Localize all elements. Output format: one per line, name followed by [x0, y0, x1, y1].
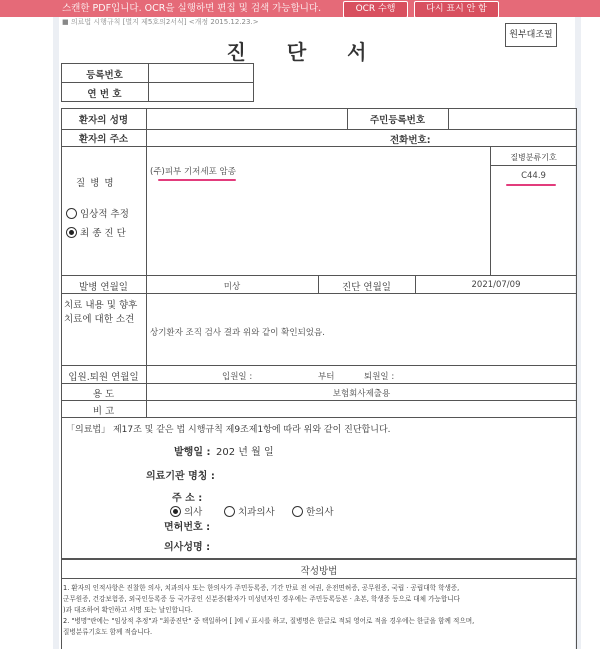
- doctor-type-label: 한의사: [306, 507, 334, 518]
- purpose-label: 용 도: [92, 389, 115, 400]
- patient-name-label: 환자의 성명: [78, 115, 129, 126]
- run-ocr-button[interactable]: OCR 수행: [343, 1, 408, 18]
- disease-code-label: 질병분류기호: [510, 153, 557, 162]
- ocr-message: 스캔한 PDF입니다. OCR을 실행하면 편집 및 검색 가능합니다.: [62, 3, 322, 14]
- issue-date-value: 202 년 월 일: [216, 447, 274, 458]
- clinical-estimate-label: 임상적 추정: [80, 209, 129, 220]
- disease-value: (주)피부 기저세포 암종: [150, 167, 236, 177]
- disease-name-label: 질 병 명: [76, 178, 115, 189]
- radio-unselected-icon: [66, 208, 77, 219]
- divider: [490, 165, 577, 166]
- doctor-name-label: 의사성명 :: [164, 542, 211, 553]
- instruction-line: 군무원증, 건강보험증, 외국인등록증 등 국가공인 신분증(환자가 미성년자인 경우에는 주민등록등본 · 초본, 학생증 등으로 대체 가능합니다: [63, 595, 460, 603]
- divider: [61, 146, 577, 147]
- divider: [148, 63, 149, 102]
- address-label: 주 소 :: [172, 493, 203, 504]
- divider: [61, 578, 577, 579]
- admission-label: 입원.퇴원 연월일: [68, 372, 139, 383]
- highlight-mark: [506, 184, 556, 186]
- divider: [490, 146, 491, 275]
- onset-date-value: 미상: [223, 282, 241, 292]
- treatment-label-line1: 치료 내용 및 향후: [64, 300, 138, 311]
- divider: [61, 129, 577, 130]
- instructions-title: 작성방법: [300, 566, 338, 577]
- divider: [146, 108, 147, 418]
- form-header: ■ 의료법 시행규칙 [별지 제5호의2서식] <개정 2015.12.23.>: [62, 18, 259, 26]
- final-diagnosis-option[interactable]: [66, 225, 126, 239]
- dont-show-again-button[interactable]: 다시 표시 안 함: [414, 1, 499, 18]
- admission-date-label: 입원일 :: [222, 372, 253, 382]
- resident-no-label: 주민등록번호: [369, 115, 426, 126]
- doctor-type-option-2[interactable]: [292, 504, 334, 518]
- legal-statement: 「의료법」 제17조 및 같은 법 시행규칙 제9조제1항에 따라 위와 같이 진단합니다.: [66, 425, 391, 435]
- treatment-label-line2: 치료에 대한 소견: [64, 314, 135, 325]
- divider: [61, 275, 577, 276]
- patient-address-label: 환자의 주소: [78, 134, 129, 145]
- radio-unselected-icon: [224, 506, 235, 517]
- doctor-type-option-1[interactable]: [224, 504, 275, 518]
- diagnosis-date-label: 진단 연월일: [342, 282, 391, 293]
- treatment-opinion-value: 상기환자 조직 검사 결과 위와 같이 확인되었음.: [150, 328, 325, 338]
- divider: [61, 365, 577, 366]
- onset-date-label: 발병 연월일: [79, 282, 128, 293]
- license-no-label: 면허번호 :: [164, 522, 211, 533]
- admission-until-label: 부터: [318, 372, 335, 382]
- radio-selected-icon: [66, 227, 77, 238]
- doctor-type-label: 의사: [184, 507, 203, 518]
- disease-code-value: C44.9: [521, 171, 546, 181]
- doctor-type-option-0[interactable]: [170, 504, 202, 518]
- discharge-date-label: 퇴원일 :: [364, 372, 395, 382]
- remarks-label: 비 고: [92, 406, 115, 417]
- phone-label: 전화번호:: [390, 135, 431, 146]
- scan-shadow-left: [53, 8, 59, 649]
- highlight-mark: [158, 179, 236, 181]
- final-diagnosis-label: 최 종 진 단: [80, 228, 126, 239]
- certification-box: [61, 418, 577, 559]
- document-title: 진 단 서: [226, 40, 384, 64]
- purpose-value: 보험회사제출용: [332, 389, 391, 399]
- instruction-line: )과 대조하여 확인하고 서명 또는 날인합니다.: [63, 606, 193, 614]
- ocr-notification-bar: [0, 0, 600, 17]
- issue-date-label: 발행일 :: [174, 447, 211, 458]
- diagnosis-date-value: 2021/07/09: [471, 280, 521, 290]
- stamp-box: 원부대조필: [505, 23, 557, 47]
- divider: [61, 400, 577, 401]
- instruction-line: 질병분류기호도 함께 적습니다.: [63, 628, 153, 636]
- divider: [61, 293, 577, 294]
- divider: [61, 82, 254, 83]
- clinical-estimate-option[interactable]: [66, 206, 129, 220]
- serial-no-label: 연 번 호: [87, 89, 122, 100]
- radio-selected-icon: [170, 506, 181, 517]
- instruction-line: 2. "병명"란에는 "임상적 추정"과 "최종진단" 중 택일하여 [ ]에 √ 표시를 하고, 질병명은 한글로 적되 영어로 적을 경우에는 한글을 함께 적으며,: [63, 617, 475, 625]
- institution-label: 의료기관 명칭 :: [146, 471, 215, 482]
- divider: [61, 383, 577, 384]
- instruction-line: 1. 환자의 인적사항은 진찰한 의사, 치과의사 또는 한의사가 주민등록증, 기간 만료 전 여권, 운전면허증, 공무원증, 국립 · 공립대학 학생증,: [63, 584, 460, 592]
- reg-no-label: 등록번호: [86, 70, 123, 81]
- radio-unselected-icon: [292, 506, 303, 517]
- doctor-type-label: 치과의사: [238, 507, 275, 518]
- divider: [448, 108, 449, 129]
